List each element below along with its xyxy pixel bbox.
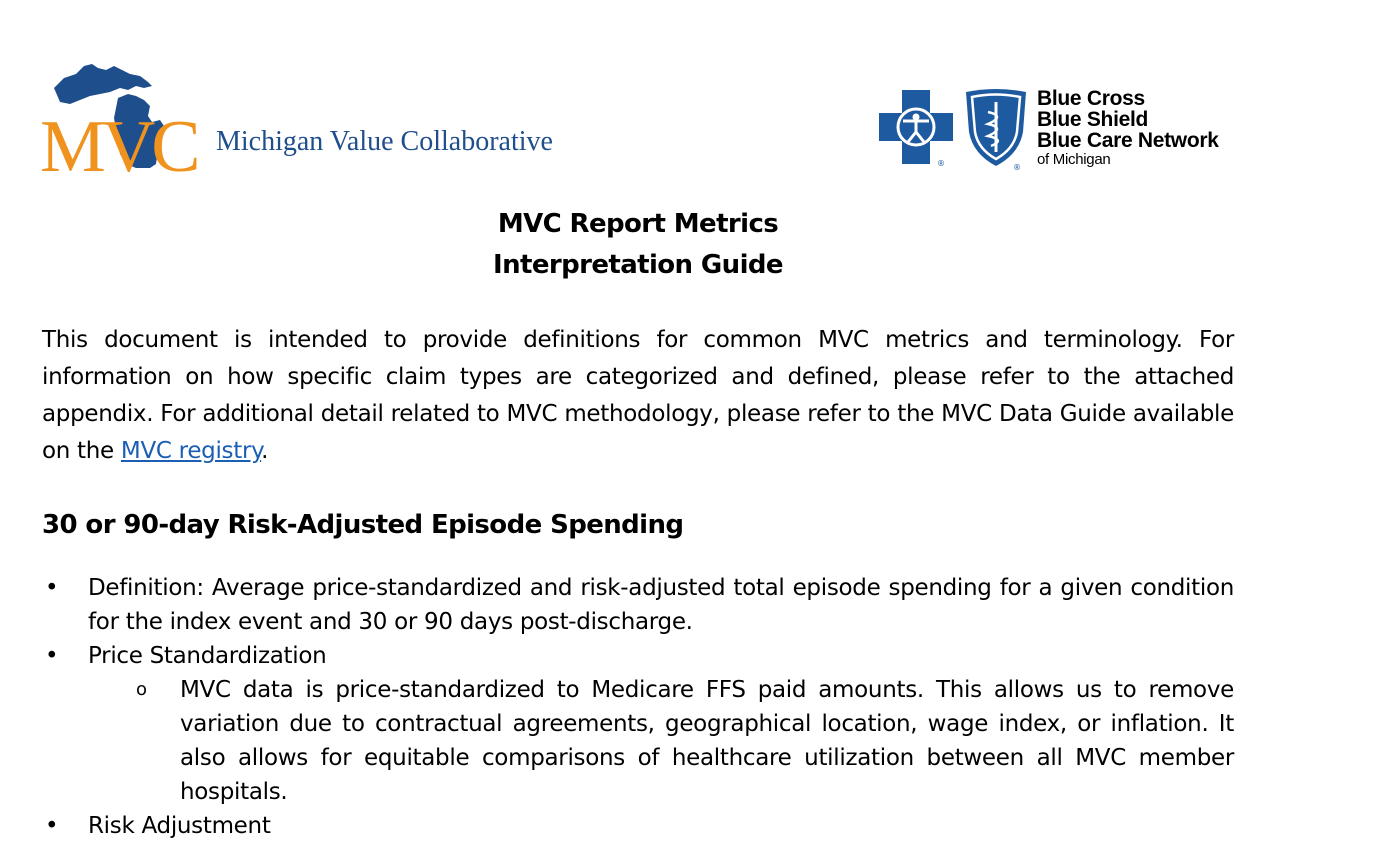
- title-line-2: Interpretation Guide: [493, 250, 783, 280]
- section-heading: 30 or 90-day Risk-Adjusted Episode Spending: [42, 510, 684, 540]
- bullet-marker: •: [45, 643, 59, 669]
- bullet-marker: •: [45, 575, 59, 601]
- bullet-text: Price Standardization: [88, 643, 327, 669]
- mvc-letters: MVC: [40, 106, 197, 188]
- document-title: [0, 204, 1276, 286]
- mvc-logo: [40, 60, 580, 188]
- bullet-list: [42, 571, 1234, 843]
- list-item: [42, 809, 1234, 843]
- mvc-registry-link[interactable]: MVC registry: [120, 438, 262, 464]
- list-item: [42, 571, 1234, 639]
- intro-text: This document is intended to provide definitions for common MVC metrics and terminology. For information on how specific claim types are categorized and defined, please refer to the attached appendix. For additional detail related to MVC methodology, please refer to the MVC Data Guide available on the: [42, 327, 1234, 464]
- intro-paragraph: [42, 322, 1234, 470]
- blue-shield-icon: [961, 88, 1031, 172]
- sub-bullet-marker: o: [136, 679, 147, 700]
- sub-bullet-text: MVC data is price-standardized to Medicare FFS paid amounts. This allows us to remove variation due to contractual agreements, geographical location, wage index, or inflation. It also allows for equitable comparisons of healthcare utilization between all MVC member hospitals.: [180, 677, 1234, 805]
- bcbs-organization-name: Blue Cross Blue Shield Blue Care Network of Michigan: [1037, 87, 1219, 168]
- mvc-organization-name: Michigan Value Collaborative: [216, 126, 553, 157]
- svg-text:®: ®: [937, 159, 945, 168]
- bullet-text: Definition: Average price-standardized and risk-adjusted total episode spending for a given condition for the index event and 30 or 90 days post-discharge.: [88, 575, 1234, 635]
- svg-text:®: ®: [1013, 163, 1021, 172]
- list-item: [42, 639, 1234, 673]
- bullet-marker: •: [45, 813, 59, 839]
- bullet-text: Risk Adjustment: [88, 813, 271, 839]
- bcbs-logo: [877, 88, 1257, 178]
- title-line-1: MVC Report Metrics: [497, 209, 779, 239]
- blue-cross-icon: [877, 88, 957, 168]
- sub-list-item: [42, 673, 1234, 809]
- intro-end: .: [261, 438, 269, 464]
